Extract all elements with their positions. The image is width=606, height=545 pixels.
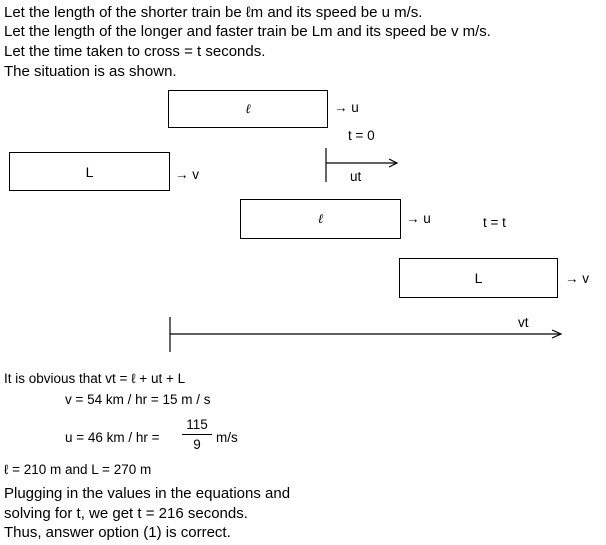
u-unit: m/s — [216, 430, 238, 445]
v-equation: v = 54 km / hr = 15 m / s — [65, 392, 211, 407]
long-train-t0-label: L — [85, 163, 94, 180]
time-t-label: t = t — [483, 215, 506, 230]
long-train-tt-label: L — [474, 270, 483, 286]
short-train-tt-label: ℓ — [317, 212, 324, 227]
arrow-u-t0: → u — [334, 100, 359, 115]
arrow-v-tt: → v — [565, 271, 590, 286]
answer-line: Thus, answer option (1) is correct. — [4, 524, 231, 541]
long-train-t0 — [9, 152, 170, 191]
vt-label: vt — [518, 315, 529, 330]
long-train-tt — [399, 258, 558, 298]
vt-arrowhead — [552, 330, 561, 338]
u-equation: u = 46 km / hr = — [65, 430, 160, 445]
short-train-t0 — [168, 90, 328, 128]
u-fraction-numerator: 115 — [186, 417, 208, 432]
lengths-line: ℓ = 210 m and L = 270 m — [4, 462, 152, 477]
intro-line-2: Let the length of the longer and faster train be Lm and its speed be v m/s. — [4, 23, 491, 40]
arrow-u-tt: → u — [406, 211, 431, 226]
u-fraction-denominator: 9 — [193, 437, 201, 452]
fraction-bar — [182, 434, 212, 435]
ut-arrowhead — [389, 159, 397, 167]
intro-line-4: The situation is as shown. — [4, 63, 177, 80]
arrow-v-t0: → v — [175, 167, 200, 182]
short-train-tt — [240, 199, 401, 239]
plug-line-2: solving for t, we get t = 216 seconds. — [4, 505, 248, 522]
intro-line-1: Let the length of the shorter train be ℓm and its speed be u m/s. — [4, 4, 423, 21]
intro-line-3: Let the time taken to cross = t seconds. — [4, 43, 266, 60]
u-fraction — [182, 417, 212, 452]
ut-label: ut — [350, 169, 362, 184]
short-train-t0-label: ℓ — [245, 102, 251, 117]
obvious-equation: It is obvious that vt = ℓ + ut + L — [4, 371, 186, 386]
plug-line-1: Plugging in the values in the equations and — [4, 485, 291, 502]
time-zero-label: t = 0 — [348, 128, 375, 143]
